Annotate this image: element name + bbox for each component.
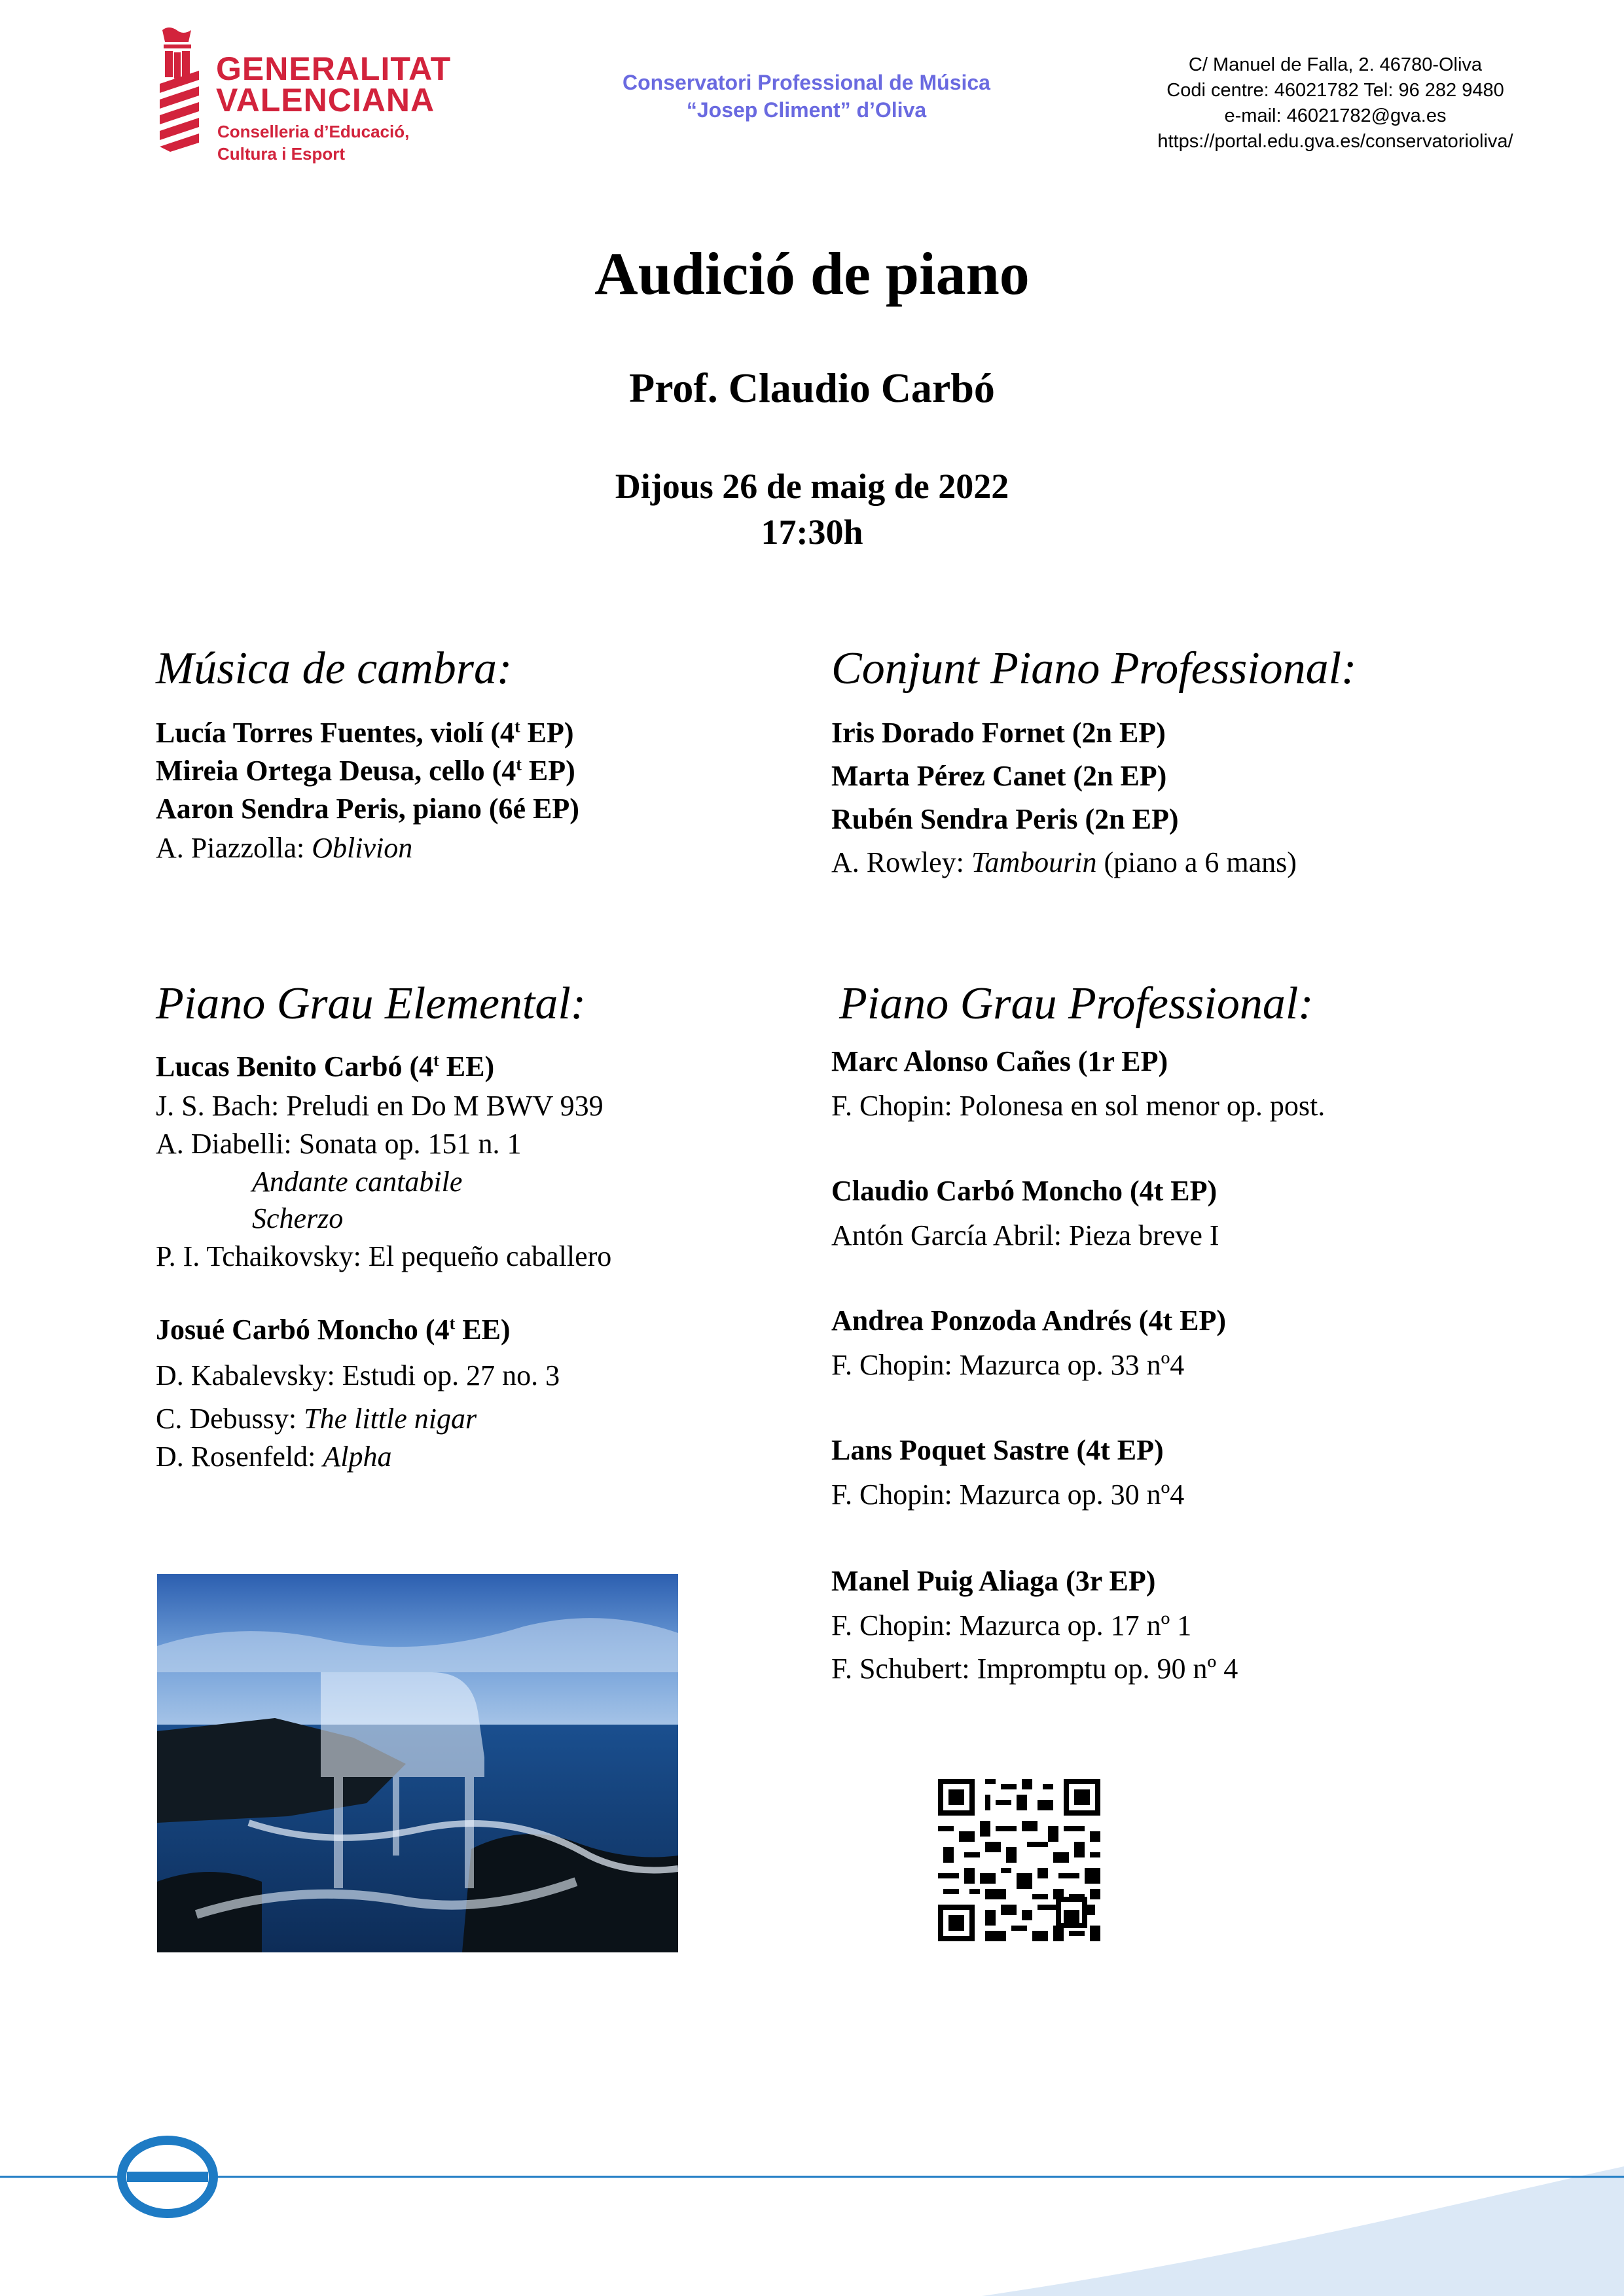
org-name-line1: GENERALITAT: [216, 50, 452, 87]
student-name: Lucas Benito Carbó (4$^t$ EE): [156, 1050, 495, 1083]
student-name: Marc Alonso Cañes (1r EP): [831, 1045, 1168, 1077]
piece-line: A. Piazzolla: Oblivion: [156, 832, 413, 864]
movement-line: Scherzo: [252, 1202, 344, 1234]
student-name: Andrea Ponzoda Andrés (4t EP): [831, 1304, 1226, 1336]
performer-line: Lucía Torres Fuentes, violí (4$^t$ EP): [156, 717, 574, 749]
page-title: Audició de piano: [594, 240, 1030, 307]
department-line2: Cultura i Esport: [217, 144, 346, 164]
performer-line: Marta Pérez Canet (2n EP): [831, 760, 1167, 792]
professor-name: Prof. Claudio Carbó: [629, 365, 995, 411]
performer-line: Rubén Sendra Peris (2n EP): [831, 803, 1179, 835]
piece-line: F. Schubert: Impromptu op. 90 nº 4: [831, 1653, 1238, 1685]
org-name-line2: VALENCIANA: [216, 82, 435, 118]
footer-decoration: [0, 2114, 1624, 2296]
performer-line: Mireia Ortega Deusa, cello (4$^t$ EP): [156, 755, 575, 787]
section-heading-cambra: Música de cambra:: [156, 643, 513, 694]
piece-line: F. Chopin: Mazurca op. 17 nº 1: [831, 1609, 1192, 1641]
section-heading-conjunt: Conjunt Piano Professional:: [831, 643, 1357, 694]
contact-block: [1106, 52, 1564, 154]
performer-line: Iris Dorado Fornet (2n EP): [831, 717, 1166, 749]
performer-line: Aaron Sendra Peris, piano (6é EP): [156, 793, 579, 825]
department-line1: Conselleria d’Educació,: [217, 122, 410, 141]
piece-line: F. Chopin: Mazurca op. 33 nº4: [831, 1349, 1185, 1381]
section-heading-professional: Piano Grau Professional:: [839, 978, 1314, 1029]
piece-line: D. Rosenfeld: Alpha: [156, 1441, 392, 1473]
piece-line: F. Chopin: Mazurca op. 30 nº4: [831, 1479, 1185, 1511]
section-heading-elemental: Piano Grau Elemental:: [156, 978, 586, 1029]
conservatori-subname: “Josep Climent” d’Oliva: [686, 98, 927, 122]
contact-email[interactable]: e-mail: 46021782@gva.es: [1224, 105, 1447, 126]
contact-phone: Codi centre: 46021782 Tel: 96 282 9480: [1166, 80, 1504, 101]
student-name: Josué Carbó Moncho (4$^t$ EE): [156, 1314, 511, 1346]
student-name: Lans Poquet Sastre (4t EP): [831, 1434, 1164, 1466]
student-name: Claudio Carbó Moncho (4t EP): [831, 1175, 1218, 1207]
piece-line: P. I. Tchaikovsky: El pequeño caballero: [156, 1240, 612, 1272]
event-time: 17:30h: [761, 512, 863, 552]
piece-line: F. Chopin: Polonesa en sol menor op. post.: [831, 1090, 1326, 1122]
piece-line: Antón García Abril: Pieza breve I: [831, 1219, 1219, 1251]
piece-line: A. Diabelli: Sonata op. 151 n. 1: [156, 1128, 522, 1160]
conservatori-name: Conservatori Professional de Música: [623, 71, 990, 94]
contact-website[interactable]: https://portal.edu.gva.es/conservatorioliva/: [1157, 131, 1513, 152]
piano-sea-photo: [157, 1574, 678, 1952]
event-date: Dijous 26 de maig de 2022: [615, 467, 1009, 506]
piece-line: A. Rowley: Tambourin (piano a 6 mans): [831, 846, 1297, 878]
student-name: Manel Puig Aliaga (3r EP): [831, 1565, 1156, 1597]
piece-line: C. Debussy: The little nigar: [156, 1403, 477, 1435]
movement-line: Andante cantabile: [252, 1166, 463, 1198]
contact-address: C/ Manuel de Falla, 2. 46780-Oliva: [1188, 54, 1483, 75]
piece-line: J. S. Bach: Preludi en Do M BWV 939: [156, 1090, 604, 1122]
piece-line: D. Kabalevsky: Estudi op. 27 no. 3: [156, 1359, 560, 1391]
qr-code-icon[interactable]: [933, 1774, 1106, 1946]
